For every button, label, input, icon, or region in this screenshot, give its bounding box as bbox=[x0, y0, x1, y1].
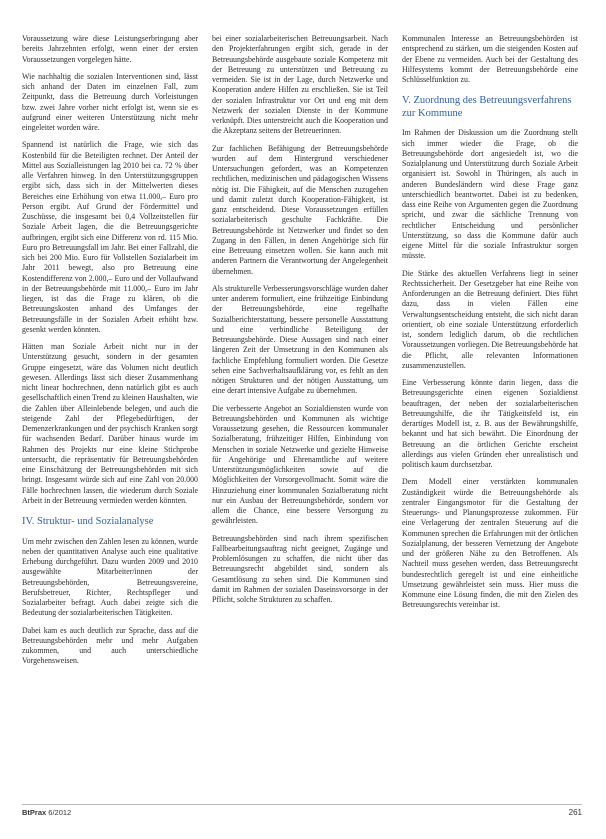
paragraph: Hätten man Soziale Arbeit nicht nur in der Unterstützung gesucht, sondern in der gesamten Gruppe eingesetzt, wäre das Volumen nicht deutlich gewesen. Allerdings lässt sich dieser Zusammenhang nicht linear hochrechnen, denn natürlich gibt es auch gesellschaftlich einen Trend zu kleinen Haushalten, wie die Zahlen über Alleinlebende belegen, und auch die steigende Zahl der Pflegebedürftigen, der Demenzerkrankungen und der psychisch Kranken sorgt für wachsenden Bedarf. Darüber hinaus wurde im Rahmen des Projekts nur eine kleine Stichprobe untersucht, die repräsentativ für Betreuungsbehörden eine Einschätzung der Betreuungsbehörden mit sich bringt. Insgesamt würde sich auf eine Zahl von 20.000 Fälle hochrechnen lassen, die wiederum durch Soziale Arbeit in der Betreuung vermieden werden könnten. bbox=[22, 342, 198, 505]
paragraph: Betreuungsbehörden sind nach ihrem spezifischen Fallbearbeitungsauftrag nicht geeignet, Zugänge und Problemlösungen zu schaffen, die nicht über das Betreuungsrecht abgebildet sind, sondern als Gesamtlösung zu sehen sind. Die Kommunen sind damit im Rahmen der sozialen Daseinsvorsorge in der Pflicht, solche Strukturen zu schaffen. bbox=[212, 533, 388, 604]
text-column-3 bbox=[402, 34, 578, 618]
paragraph: Voraussetzung wäre diese Leistungserbringung aber bereits Jahrzehnten erfolgt, wenn einer der ersten Voraussetzungen vorgelegen hätte. bbox=[22, 34, 198, 64]
paragraph: Die Stärke des aktuellen Verfahrens liegt in seiner Rechtssicherheit. Der Gesetzgeber hat eine Reihe von Anforderungen an die Betreuung definiert. Dies führt dazu, dass in vielen Fällen eine Verwaltungsentscheidung entsteht, die sich nicht daran orientiert, ob eine soziale Unterstützung erforderlich ist, sondern lediglich darum, ob die rechtlichen Voraussetzungen vorliegen. Die Betreuungsbehörde hat die Pflicht, alle relevanten Informationen zusammenzustellen. bbox=[402, 268, 578, 370]
paragraph: Die verbesserte Angebot an Sozialdiensten wurde von Betreuungsbehörden und Kommunen als wichtige Voraussetzung gesehen, die Ressourcen kommunaler Sozialberatung, frühzeitiger Hilfen, Einbindung von Menschen in soziale Netzwerke und gezielte Hinweise für Angehörige und Ehrenamtliche auf weitere Unterstützungsmöglichkeiten sowie auf die Möglichkeiten der Vorsorgevollmacht. Somit wäre die Hinzuziehung einer kommunalen Sozialberatung nicht nur ein Ausbau der Betreuungsbehörde, sondern vor allem die Chance, eine bessere Versorgung zu gewährleisten. bbox=[212, 403, 388, 526]
paragraph: Wie nachhaltig die sozialen Interventionen sind, lässt sich anhand der Daten im einzelnen Fall, zum Zeitpunkt, dass die Betreuung durch Vorleistungen bzw. zwei Jahre vorher nicht erfolgt ist, wenn sie es aufgrund einer weiteren Unterstützung nicht mehr eingeleitet worden wäre. bbox=[22, 71, 198, 132]
paragraph: Dem Modell einer verstärkten kommunalen Zuständigkeit würde die Betreuungsbehörde als zentraler Eingangsmotor für die Gestaltung der Steuerungs- und Planungsprozesse zukommen. Für eine Verlagerung der zentralen Steuerung auf die Kommunen sprechen die Erfahrungen mit der örtlichen Sozialplanung, der besseren Vernetzung der Angebote und der größeren Nähe zu den Betroffenen. Als Nachteil muss gesehen werden, dass Betreuungsrecht bundesrechtlich geregelt ist und eine einheitliche Umsetzung gewährleistet sein muss. Hier muss die Kommune eine Lösung finden, die mit den Zielen des Betreuungsrechts vereinbar ist. bbox=[402, 477, 578, 610]
paragraph: Um mehr zwischen den Zahlen lesen zu können, wurde neben der quantitativen Analyse auch eine qualitative Erhebung durchgeführt. Dazu wurden 2009 und 2010 ausgewählte Mitarbeiter/innen der Betreuungsbehörden, Betreuungsvereine, Berufsbetreuer, Richter, Rechtspfleger und Sozialarbeiter befragt. Auch dabei zeigte sich die Bedeutung der sozialarbeiterischen Tätigkeiten. bbox=[22, 536, 198, 618]
section-heading-v: V. Zuordnung des Betreuungsverfahrens zur Kommune bbox=[402, 95, 572, 119]
paragraph: Als strukturelle Verbesserungsvorschläge wurden daher unter anderem formuliert, eine frühzeitige Einbindung der Betreuungsbehörde, eine regelhafte Sozialberichterstattung, bessere personelle Ausstattung und eine verbindliche Beteiligung der Betreuungsbehörde. Diese Aussagen sind nach einer längeren Zeit der Umsetzung in den Kommunen als fachliche Empfehlung formuliert worden. Die Gesetze sehen eine Sachverhaltsaufklärung vor, es fehlt an den nötigen Strukturen und der nötigen Ausstattung, um eine derart intensive Aufgabe zu übernehmen. bbox=[212, 283, 388, 396]
paragraph: Eine Verbesserung könnte darin liegen, dass die Betreuungsgerichte einen eigenen Sozialdienst beauftragen, der neben der sozialarbeiterischen Betreuungshilfe, die ihr Tätigkeitsfeld ist, ein derartiges Modell ist, z. B. aus der Bewährungshilfe, bekannt und hat sich bewährt. Die Einordnung der Betreuung an die örtlichen Gerichte erscheint allerdings aus vielen Gründen eher unrealistisch und politisch kaum durchsetzbar. bbox=[402, 378, 578, 469]
paragraph: bei einer sozialarbeiterischen Betreuungsarbeit. Nach den Projekterfahrungen ergibt sich, gerade in der Betreuungsbehörde ausgebaute soziale Kompetenz mit der Betreuung zu unterstützen und Betreuung zu vermeiden. Sie ist in der Lage, durch Netzwerke und Kooperation andere Hilfen zu erschließen. Sie ist Teil der sozialen Infrastruktur vor Ort und eng mit dem Netzwerk der sozialen Dienste in der Kommune verknüpft. Dies unterstreicht auch die Kooperation und die Akzeptanz seitens der Betreuerinnen. bbox=[212, 34, 388, 136]
text-column-1 bbox=[22, 34, 198, 674]
journal-name: BtPrax bbox=[22, 808, 47, 817]
paragraph: Im Rahmen der Diskussion um die Zuordnung stellt sich immer wieder die Frage, ob die Betreuungsbehörde dort angesiedelt ist, wo die Sozialplanung und Unterstützung durch Soziale Arbeit organisiert ist. Sowohl in Thüringen, als auch in anderen Bundesländern wird diese Frage ganz unterschiedlich beantwortet. Dabei ist zu bedenken, dass eine Reihe von Argumenten gegen die Zuordnung spricht, und zwar die sächliche Trennung von rechtlicher Entscheidung und persönlicher Unterstützung, so dass die Kommune dafür auch eigene Mittel für die soziale Infrastruktur sorgen müsste. bbox=[402, 128, 578, 261]
journal-issue: 6/2012 bbox=[48, 808, 72, 817]
text-column-2 bbox=[212, 34, 388, 612]
paragraph: Spannend ist natürlich die Frage, wie sich das Kostenbild für die Beteiligten rechnet. Der Anteil der Mittel aus Sozialleistungen lag 2010 bei ca. 72 % über alle Verfahren hinweg. In den Unterstützungsgruppen ergibt sich, dass sich in der Mittelwerten dieses Bereiches eine Erhöhung von etwa 11.000,– Euro pro Person ergibt. Auf Grund der Fördermittel und Zuschüsse, die insgesamt bei 0,4 Vollzeitstellen für Soziale Arbeit lagen, die die Betreuungsgerichte aufbringen, ergibt sich eine Differenz von rd. 115 Mio. Euro pro Betreuungsfall im Jahr. Bei einer Fallzahl, die sich bei 200 Mio. Euro für Vollstellen Sozialarbeit im Jahr 2011 bewegt, also pro Betreuung eine Kostendifferenz von 2.000,– Euro und der Vollaufwand in der Betreuungsbehörde mit 11.000,– Euro im Jahr liegen, ist das die Frage zu klären, ob die Betreuungskosten anhand des Umfanges der Betreuungsfälle in der Sozialen Arbeit erhöht bzw. gesenkt werden könnten. bbox=[22, 140, 198, 334]
footer-journal-info bbox=[22, 808, 71, 817]
paragraph: Dabei kam es auch deutlich zur Sprache, dass auf die Betreuungsbehörden mehr und mehr Aufgaben zukommen, und auch unterschiedliche Vorgehensweisen. bbox=[22, 625, 198, 666]
section-heading-iv: IV. Struktur- und Sozialanalyse bbox=[22, 516, 154, 527]
paragraph: Kommunalen Interesse an Betreuungsbehörden ist entsprechend zu stärken, um die steigenden Kosten auf der Ebene zu vermeiden. Auch bei der Gestaltung des Hilfesystems kommt der Betreuungsbehörde eine Schlüsselfunktion zu. bbox=[402, 34, 578, 84]
page-number: 261 bbox=[568, 808, 582, 817]
page-footer bbox=[22, 808, 582, 822]
paragraph: Zur fachlichen Befähigung der Betreuungsbehörde wurden auf dem Hintergrund verschiedener Untersuchungen gefordert, was an Kompetenzen rechtlichen, medizinischen und pädagogischen Wissens nötig ist. Die Fähigkeit, auf die Menschen zuzugehen und damit zuletzt durch Kooperation-Fähigkeit, ist ganz entscheidend. Diese Voraussetzungen erfüllen sozialarbeiterisch geschulte Fachkräfte. Die Betreuungsbehörde ist Netzwerker und findet so den Zugang in den Fällen, in denen Angehörige sich für eine Betreuung einsetzen wollen. Sie kann auch mit anderen Partnern die Verantwortung der Angelegenheit übernehmen. bbox=[212, 143, 388, 276]
footer-divider bbox=[22, 804, 582, 805]
